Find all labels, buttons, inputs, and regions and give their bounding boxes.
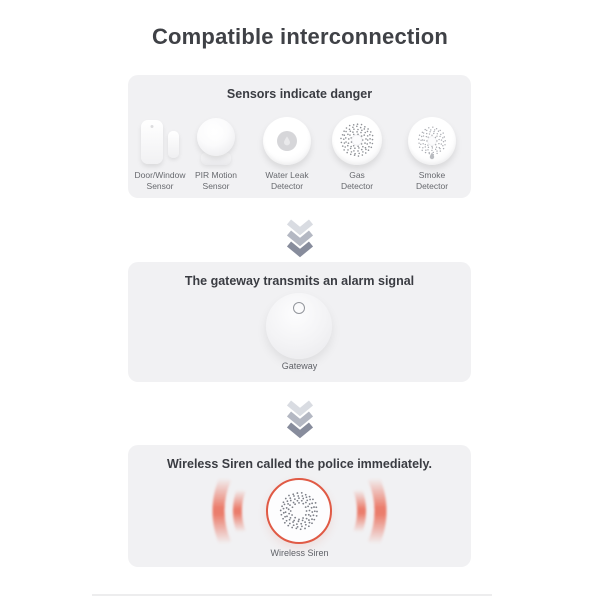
device-label: Gas Detector bbox=[340, 170, 374, 192]
device-label: Door/Window Sensor bbox=[134, 170, 186, 192]
door-window-sensor-body bbox=[141, 120, 163, 164]
water-leak-detector-image bbox=[247, 111, 327, 165]
led-dot bbox=[151, 125, 154, 128]
speaker-grill-icon bbox=[278, 490, 320, 532]
panel-sensors-title: Sensors indicate danger bbox=[226, 87, 373, 101]
sensor-column-gas bbox=[317, 111, 397, 192]
gateway-button bbox=[293, 302, 305, 314]
chevron-down-icon bbox=[286, 218, 314, 258]
panel-sensors bbox=[128, 75, 471, 198]
panel-gateway-title: The gateway transmits an alarm signal bbox=[184, 274, 415, 288]
sensor-column-water-leak bbox=[247, 111, 327, 192]
page-title: Compatible interconnection bbox=[151, 24, 449, 49]
gas-detector-image bbox=[317, 111, 397, 165]
wireless-siren-image bbox=[266, 478, 332, 544]
chevron-down-icon bbox=[286, 399, 314, 439]
speaker-grill-icon bbox=[338, 121, 376, 159]
panel-siren-title: Wireless Siren called the police immediately. bbox=[166, 457, 433, 471]
gateway-label: Gateway bbox=[281, 361, 318, 371]
device-label: PIR Motion Sensor bbox=[194, 170, 238, 192]
pir-motion-sensor-image bbox=[176, 111, 256, 165]
sensor-column-smoke bbox=[392, 111, 472, 192]
pir-ball bbox=[197, 118, 235, 156]
sensor-column-pir bbox=[176, 111, 256, 192]
device-label: Smoke Detector bbox=[415, 170, 449, 192]
water-drop-icon bbox=[429, 152, 435, 160]
panel-siren bbox=[128, 445, 471, 567]
water-leak-sensor-pad bbox=[277, 131, 297, 151]
gateway-device-image bbox=[266, 293, 332, 359]
water-drop-icon bbox=[283, 136, 291, 146]
device-label: Water Leak Detector bbox=[265, 170, 309, 192]
siren-label: Wireless Siren bbox=[270, 548, 329, 558]
panel-gateway bbox=[128, 262, 471, 382]
smoke-detector-image bbox=[392, 111, 472, 165]
divider bbox=[92, 594, 492, 596]
